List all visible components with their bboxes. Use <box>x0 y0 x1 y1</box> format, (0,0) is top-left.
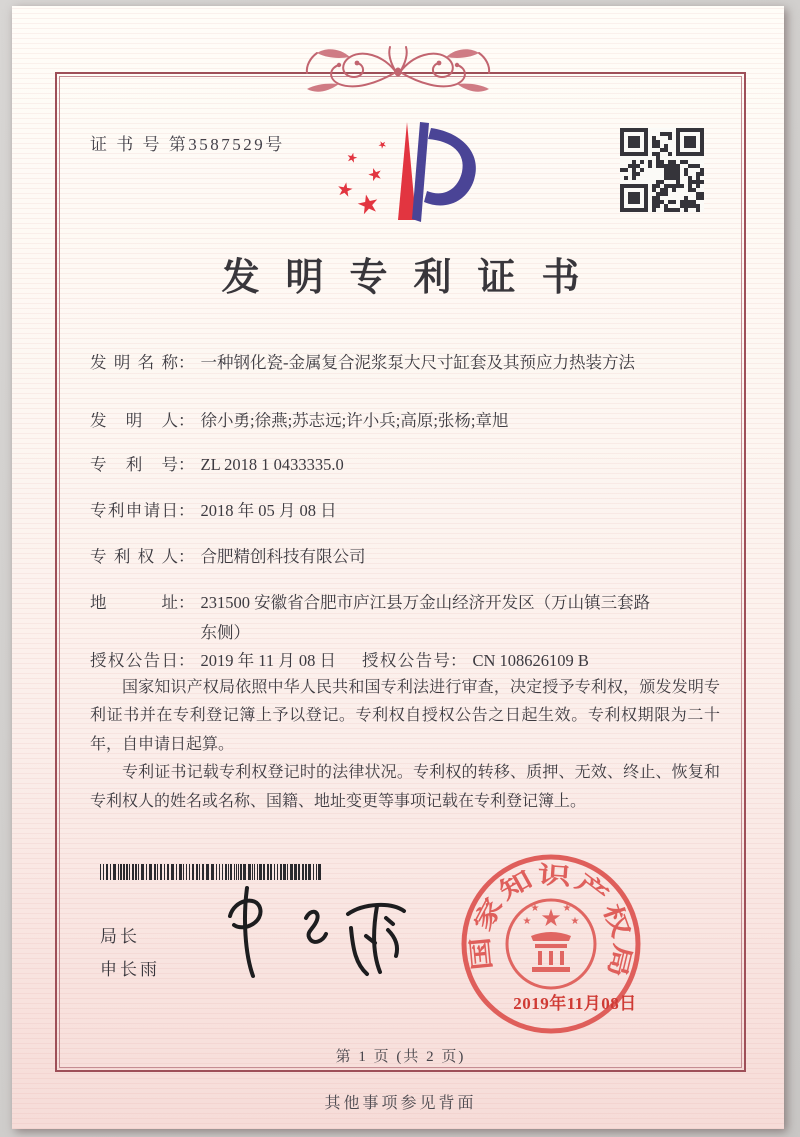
field-rows <box>90 348 730 676</box>
officer-name: 申长雨 <box>100 960 160 980</box>
field-grant-date: 授权公告日 ： 2019 年 11 月 08 日 <box>90 651 337 670</box>
certificate-page <box>12 6 784 1129</box>
field-grant-row <box>90 646 730 676</box>
svg-text:★: ★ <box>353 187 383 223</box>
svg-text:★: ★ <box>570 916 580 927</box>
svg-text:★: ★ <box>522 916 532 927</box>
page-number: 第 1 页 (共 2 页) <box>335 1049 466 1065</box>
seal-agency-text: 国家知识产权局 <box>468 862 635 973</box>
field-filing-date: 专利申请日 ： 2018 年 05 月 08 日 <box>90 501 337 520</box>
back-note: 其他事项参见背面 <box>324 1095 477 1112</box>
svg-text:★: ★ <box>562 903 572 914</box>
field-invention-name: 发明名称 ： 一种钢化瓷-金属复合泥浆泵大尺寸缸套及其预应力热装方法 <box>90 353 635 372</box>
seal-date: 2019年11月08日 <box>513 994 637 1013</box>
svg-text:★: ★ <box>344 149 360 168</box>
field-patentee: 专利权人 ： 合肥精创科技有限公司 <box>90 547 366 566</box>
handwritten-signature-icon <box>210 874 422 992</box>
legal-paragraph-2: 专利证书记载专利权登记时的法律状况。专利权的转移、质押、无效、终止、恢复和专利权人的姓名或名称、国籍、地址变更等事项记载在专利登记簿上。 <box>90 764 720 810</box>
cnipa-patent-logo-icon <box>332 112 492 234</box>
svg-text:★: ★ <box>540 904 562 932</box>
svg-text:★: ★ <box>376 138 390 153</box>
qr-code-icon <box>620 128 704 212</box>
field-patent-number: 专利号 ： ZL 2018 1 0433335.0 <box>90 455 344 474</box>
field-address: 地址 ： 231500 安徽省合肥市庐江县万金山经济开发区（万山镇三套路东侧） <box>90 593 651 642</box>
certificate-number: 证 书 号 第3587529号 <box>90 135 285 154</box>
legal-text <box>90 674 720 816</box>
floral-scroll-ornament-icon <box>278 42 518 100</box>
officer-title: 局长 <box>100 927 140 946</box>
officer-block <box>100 920 160 986</box>
certificate-title: 发明专利证书 <box>221 257 606 299</box>
field-grant-number: 授权公告号 ： CN 108626109 B <box>362 651 589 670</box>
svg-text:★: ★ <box>530 903 540 914</box>
field-inventors: 发明人 ： 徐小勇;徐燕;苏志远;许小兵;高原;张杨;章旭 <box>90 411 509 430</box>
svg-text:★: ★ <box>364 163 386 187</box>
legal-paragraph-1: 国家知识产权局依照中华人民共和国专利法进行审查，决定授予专利权，颁发发明专利证书并在专利登记簿上予以登记。专利权自授权公告之日起生效。专利权期限为二十年，自申请日起算。 <box>90 679 720 753</box>
svg-text:★: ★ <box>334 177 356 203</box>
